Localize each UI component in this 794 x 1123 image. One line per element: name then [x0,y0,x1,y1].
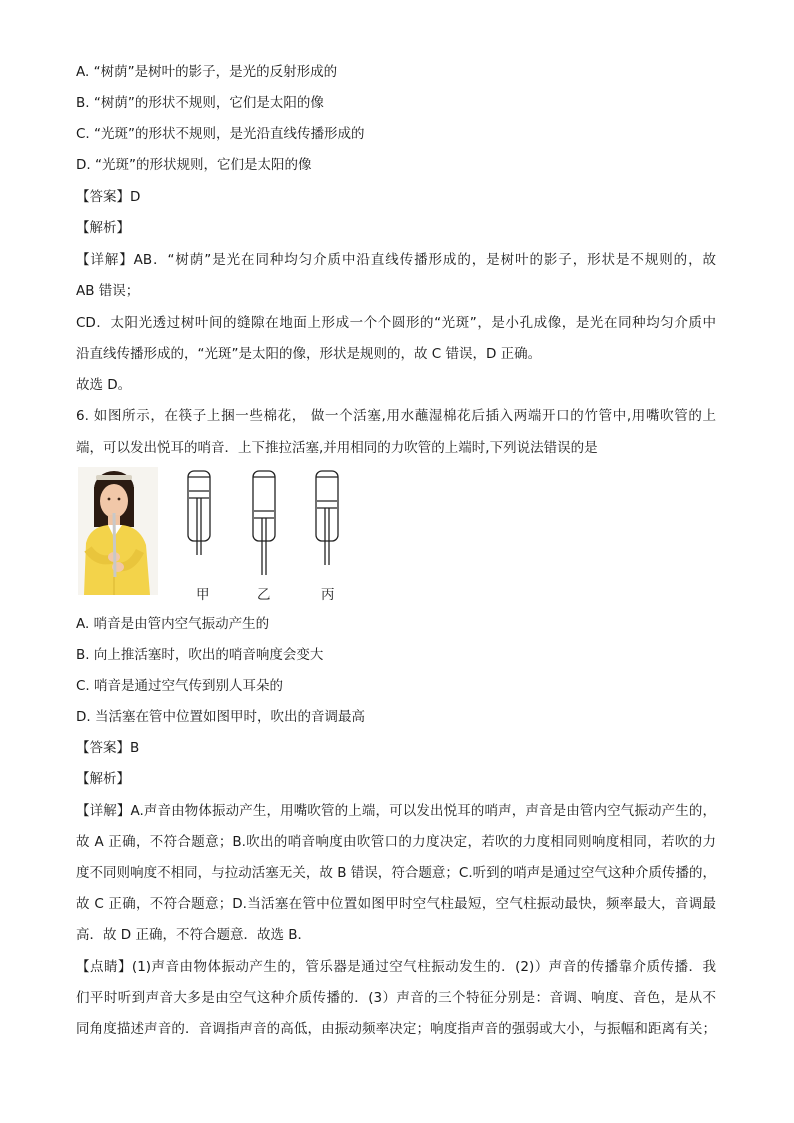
remark-line: 【点睛】(1)声音由物体振动产生的，管乐器是通过空气柱振动发生的．(2)）声音的传播靠介质传播．我 [76,959,716,975]
explanation-line: 【详解】AB．“树荫”是光在同种均匀介质中沿直线传播形成的，是树叶的影子，形状是不规则的，故 [76,252,716,268]
answer-label: 【答案】D [76,189,141,205]
question-6-stem: 端，可以发出悦耳的哨音．上下推拉活塞,并用相同的力吹管的上端时,下列说法错误的是 [76,440,598,456]
explanation-line: CD．太阳光透过树叶间的缝隙在地面上形成一个个圆形的“光斑”，是小孔成像，是光在同种均匀介质中 [76,315,716,331]
question-6-figure [78,467,368,607]
option-a: A. 哨音是由管内空气振动产生的 [76,616,270,632]
explanation-line: 高．故 D 正确，不符合题意．故选 B． [76,927,312,943]
tube-label-bing: 丙 [321,587,335,603]
girl-photo [78,467,158,595]
tube-label-jia: 甲 [196,587,210,603]
remark-line: 们平时听到声音大多是由空气这种介质传播的．(3）声音的三个特征分别是：音调、响度、音色，是从不 [76,990,716,1006]
conclusion-line: 故选 D。 [76,377,132,393]
option-c: C. 哨音是通过空气传到别人耳朵的 [76,678,284,694]
explanation-line: 度不同则响度不相同，与拉动活塞无关，故 B 错误，符合题意；C.听到的哨声是通过空气这种介质传播的， [76,865,716,881]
tube-label-yi: 乙 [257,587,271,603]
option-c: C. “光斑”的形状不规则，是光沿直线传播形成的 [76,126,365,142]
tube-diagram [178,467,358,607]
answer-label: 【答案】B [76,740,140,756]
option-b: B. “树荫”的形状不规则，它们是太阳的像 [76,95,324,111]
analysis-label: 【解析】 [76,220,130,236]
option-d: D. 当活塞在管中位置如图甲时，吹出的音调最高 [76,709,365,725]
explanation-line: 沿直线传播形成的，“光斑”是太阳的像，形状是规则的，故 C 错误，D 正确。 [76,346,542,362]
option-b: B. 向上推活塞时，吹出的哨音响度会变大 [76,647,324,663]
option-a: A. “树荫”是树叶的影子，是光的反射形成的 [76,64,338,80]
explanation-line: 故 A 正确，不符合题意；B.吹出的哨音响度由吹管口的力度决定，若吹的力度相同则响度相同，若吹的力 [76,834,716,850]
remark-line: 同角度描述声音的．音调指声音的高低，由振动频率决定；响度指声音的强弱或大小，与振幅和距离有关； [76,1021,716,1037]
explanation-line: 【详解】A.声音由物体振动产生，用嘴吹管的上端，可以发出悦耳的哨声，声音是由管内空气振动产生的， [76,803,716,819]
analysis-label: 【解析】 [76,771,130,787]
explanation-line: 故 C 正确，不符合题意；D.当活塞在管中位置如图甲时空气柱最短，空气柱振动最快，频率最大，音调最 [76,896,716,912]
question-6-stem: 6. 如图所示，在筷子上捆一些棉花， 做一个活塞,用水蘸湿棉花后插入两端开口的竹管中,用嘴吹管的上 [76,408,716,424]
option-d: D. “光斑”的形状规则，它们是太阳的像 [76,157,312,173]
explanation-line: AB 错误； [76,283,140,299]
